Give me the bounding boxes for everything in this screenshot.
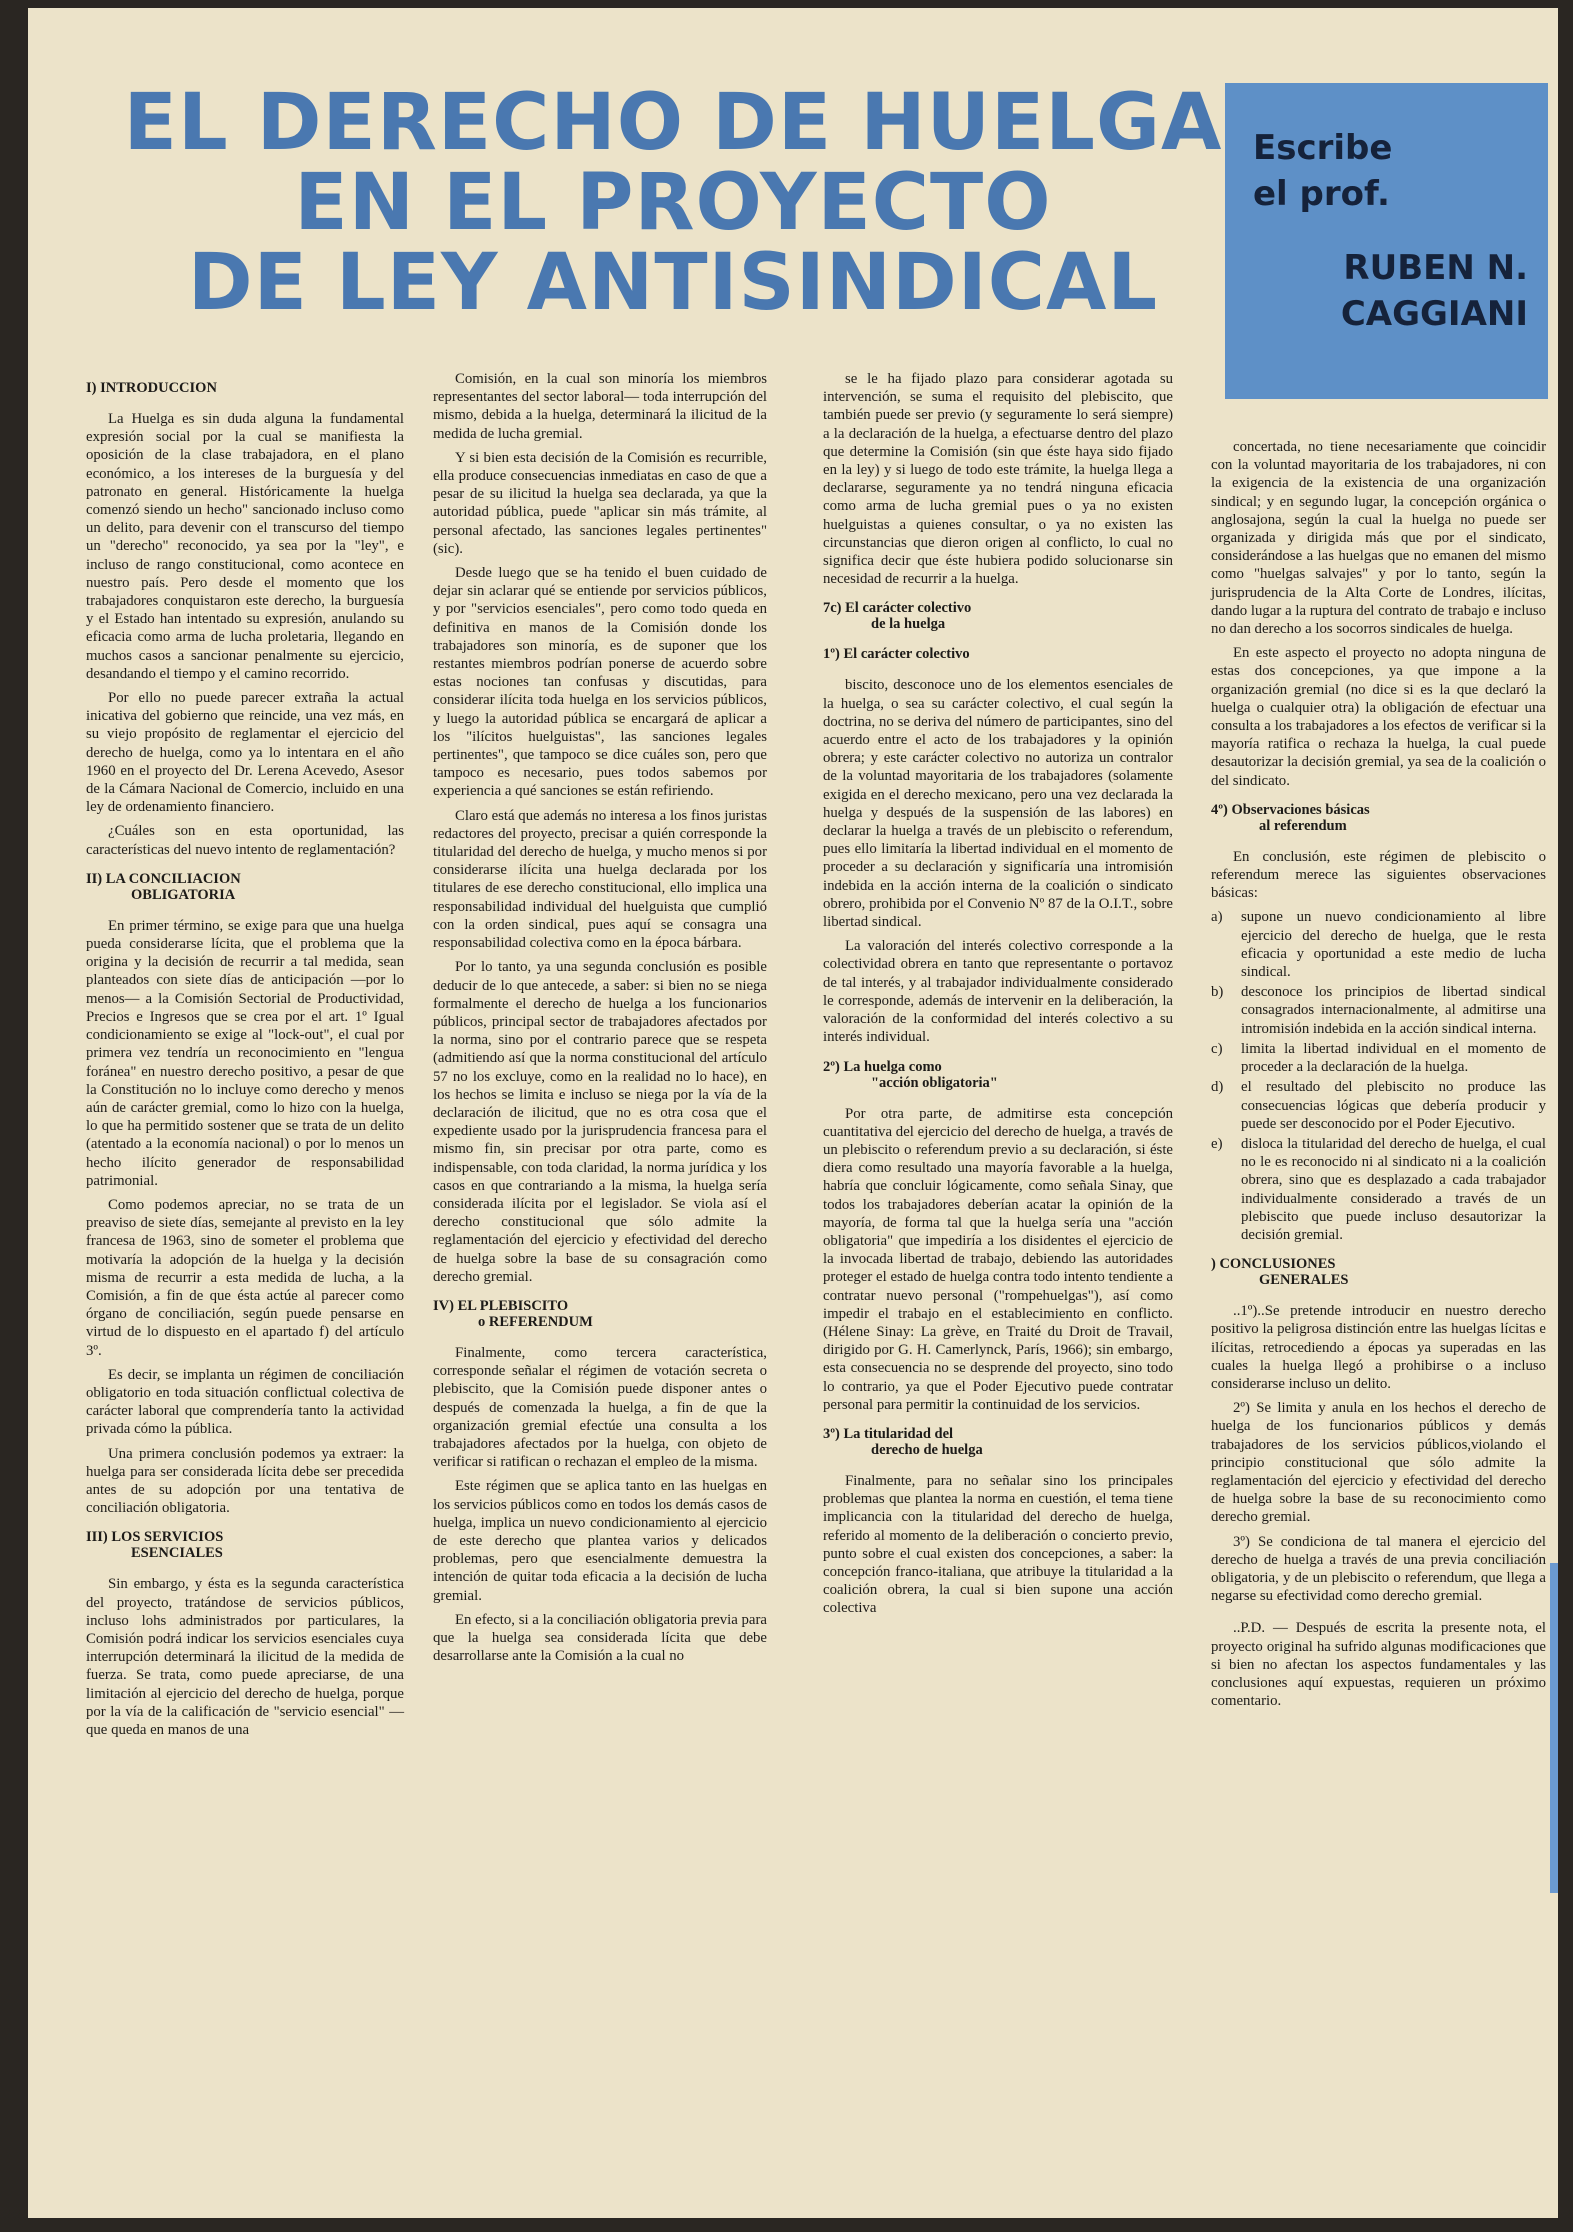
paragraph: ..1º)..Se pretende introducir en nuestro derecho positivo la peligrosa distinción entre las huelgas lícitas e ilícitas, retrocediendo a épocas ya superadas en las cuales la huelga llegó a prohibirse o a incluso considerarse incluso un delito.	[1211, 1303, 1546, 1392]
list-text: disloca la titularidad del derecho de huelga, el cual no le es reconocido ni al sindicato ni a la coalición obrera, sino que es desplazado a cada trabajador individualmente considerado a través de un plebiscito que puede incluso desautorizar la decisión gremial.	[1241, 1135, 1546, 1243]
paragraph: La Huelga es sin duda alguna la fundamental expresión social por la cual se manifiesta la oposición de la clase trabajadora, en el plano económico, a los intereses de la burguesía y del patronato en general. Históricamente la huelga comenzó siendo un hecho" sancionado incluso como un delito, para devenir con el transcurso del tiempo un "derecho" reconocido, ya sea por la "ley", e incluso de rango constitucional, como acontece en nuestro país. Pero desde el momento que los trabajadores conquistaron este derecho, la burguesía y el Estado han intentado su expresión, anulando su eficacia como arma de lucha proletaria, llegando en muchos casos a sancionar penalmente su ejercicio, desandando el tiempo y el camino recorrido.	[86, 411, 404, 682]
heading-line: 3º) La titularidad del	[823, 1425, 954, 1442]
paragraph: Por ello no puede parecer extraña la actual inicativa del gobierno que reincide, una vez más, en su viejo propósito de reglamentar el ejercicio del derecho de huelga, como ya lo intentara en el año 1960 en el proyecto del Dr. Lerena Acevedo, Asesor de la Cámara Nacional de Comercio, incluido en una ley de ordenamiento financiero.	[86, 690, 404, 816]
author-name-2: CAGGIANI	[1340, 294, 1528, 334]
headline-line-1: EL DERECHO DE HUELGA	[123, 78, 1223, 168]
heading-line: III) LOS SERVICIOS	[86, 1529, 224, 1546]
list-item	[1211, 1040, 1546, 1076]
column-4	[1211, 438, 1546, 1716]
section-heading-servicios	[86, 1529, 404, 1561]
paragraph: 2º) Se limita y anula en los hechos el derecho de huelga de los funcionarios públicos y demás trabajadores de los servicios públicos,violando el principio constitucional que sólo admite la reglamentación del ejercicio y efectividad del derecho de huelga sobre la base de su reconocimiento como derecho gremial.	[1211, 1400, 1546, 1526]
section-heading-plebiscito	[433, 1298, 767, 1330]
paragraph: Comisión, en la cual son minoría los miembros representantes del sector laboral— toda interrupción del mismo, debida a la huelga, determinará la ilicitud de la medida de lucha gremial.	[433, 371, 767, 442]
paragraph: Este régimen que se aplica tanto en las huelgas en los servicios públicos como en todos los demás casos de huelga, implica un nuevo condicionamiento al ejercicio de este derecho que plantea varios y delicados problemas, pero que esencialmente demuestra la intención de quitar toda eficacia a la decisión de lucha gremial.	[433, 1478, 767, 1604]
paragraph: En efecto, si a la conciliación obligatoria previa para que la huelga sea considerada lícita que debe desarrollarse ante la Comisión a la cual no	[433, 1611, 767, 1665]
paragraph: 3º) Se condiciona de tal manera el ejercicio del derecho de huelga a través de una previa conciliación obligatoria, y de un plebiscito o referendum, que llega a negarse su efectividad como derecho gremial.	[1211, 1533, 1546, 1605]
postscript: ..P.D. — Después de escrita la presente nota, el proyecto original ha sufrido algunas modificaciones que si bien no afectan los aspectos fundamentales y las conclusiones aquí expuestas, requieren un próximo comentario.	[1211, 1620, 1546, 1710]
list-text: supone un nuevo condicionamiento al libre ejercicio del derecho de huelga, que le resta eficacia y oportunidad a este medio de lucha sindical.	[1241, 909, 1546, 981]
list-letter: a)	[1211, 909, 1223, 926]
section-heading-introduccion: I) INTRODUCCION	[86, 380, 217, 396]
subheading-titularidad	[823, 1426, 1173, 1458]
section-heading-conclusiones	[1211, 1256, 1546, 1288]
paragraph: Finalmente, para no señalar sino los principales problemas que plantea la norma en cuestión, el tema tiene implicancia con la titularidad del derecho de huelga, referido al momento de la deliberación o concierto previo, punto sobre el cual existen dos concepciones, a saber: la concepción franco-italiana, que atribuye la titularidad a la coalición obrera, la cual si bien supone una acción colectiva	[823, 1472, 1173, 1617]
heading-line: de la huelga	[871, 616, 946, 633]
paragraph: Por otra parte, de admitirse esta concepción cuantitativa del ejercicio del derecho de huelga, a través de un plebiscito o referendum previo a su declaración, si éste diera como resultado una mayoría favorable a la huelga, habría que concluir lógicamente, como señala Sinay, que todos los trabajadores deberían acatar la opinión de la mayoría, de forma tal que la huelga sería una "acción obligatoria" que impediría a los disidentes el ejercicio de la invocada libertad de trabajo, debiendo las autoridades proteger el estado de huelga contra todo intento tendiente a contratar nuevo personal ("rompehuelgas"), así como impedir el trabajo en el establecimiento en conflicto. (Hélene Sinay: La grève, en Traité du Droit de Travail, dirigido por G. H. Camerlynck, París, 1966); sin embargo, esta consecuencia no se desprende del proyecto, sino todo lo contrario, ya que el Poder Ejecutivo puede contratar personal para permitir la continuidad de los servicios.	[823, 1105, 1173, 1413]
paragraph: Finalmente, como tercera característica, corresponde señalar el régimen de votación secreta o plebiscito, que la Comisión puede disponer antes o después de comenzada la huelga, a fin de que la organización gremial efectúe una consulta a los trabajadores afectados por la huelga, con objeto de verificar si ratifican o rechazan el empleo de la misma.	[433, 1344, 767, 1471]
paragraph: Y si bien esta decisión de la Comisión es recurrible, ella produce consecuencias inmediatas en caso de que a pesar de su ilicitud la huelga sea declarada, ya que la autoridad pública, puede "aplicar sin más trámite, al personal afectado, las sanciones legales pertinentes" (sic).	[433, 449, 767, 557]
heading-line: 2º) La huelga como	[823, 1058, 942, 1075]
heading-line: 4º) Observaciones básicas	[1211, 801, 1370, 818]
newspaper-page	[28, 8, 1558, 2218]
paragraph: En conclusión, este régimen de plebiscito o referendum merece las siguientes observaciones básicas:	[1211, 848, 1546, 902]
paragraph: Como podemos apreciar, no se trata de un preaviso de siete días, semejante al previsto en la ley francesa de 1963, sino de someter el problema que motivaría la adopción de la huelga y la decisión misma de recurrir a esta medida de lucha, a la Comisión, a fin de que ésta actúe al parecer como órgano de conciliación, según puede pensarse en virtud de lo dispuesto en el apartado f) del artículo 3º.	[86, 1196, 404, 1359]
heading-line: II) LA CONCILIACION	[86, 870, 241, 887]
paragraph: Sin embargo, y ésta es la segunda característica del proyecto, tratándose de servicios públicos, incluso lohs administrados por particulares, la Comisión podrá indicar los servicios esenciales cuya interrupción determinará la ilicitud de la medida de fuerza. Se trata, como puede apreciarse, de una limitación al ejercicio del derecho de huelga, porque por la vía de la calificación de "servicio esencial" —que queda en manos de una	[86, 1576, 404, 1738]
headline	[103, 78, 1243, 328]
paragraph: concertada, no tiene necesariamente que coincidir con la voluntad mayoritaria de los trabajadores, ni con la exigencia de la existencia de una organización sindical; y en segundo lugar, la concepción orgánica o anglosajona, según la cual la huelga no puede ser organizada y dirigida más que por el sindicato, considerándose a las huelgas que no emanen del mismo como "huelgas salvajes" y por lo tanto, según la jurisprudencia de la Alta Corte de Londres, ilícitas, dando lugar a la ruptura del contrato de trabajo e incluso no dan derecho a los socorros sindicales de huelga.	[1211, 439, 1546, 638]
byline-label	[1253, 125, 1392, 217]
paragraph: La valoración del interés colectivo corresponde a la colectividad obrera en tanto que representante o portavoz de tal interés, y al trabajador individualmente considerado le corresponde, además de intervenir en la deliberación, la valoración de la conformidad del interés colectivo a su interés individual.	[823, 938, 1173, 1046]
heading-line: al referendum	[1259, 817, 1347, 834]
paragraph: Claro está que además no interesa a los finos juristas redactores del proyecto, precisar a quién corresponde la titularidad del derecho de huelga, y mucho menos si por considerarse ilícita una huelga declarada por los titulares de ese derecho constitucional, ello implica una responsabilidad individual del huelguista que cumplió con la orden sindical, pues aquí se consagra una responsabilidad colectiva como en la época bárbara.	[433, 807, 767, 952]
heading-line: GENERALES	[1259, 1272, 1349, 1289]
paragraph: Desde luego que se ha tenido el buen cuidado de dejar sin aclarar qué se entiende por servicios públicos, y por "servicios esenciales", pero como todo queda en definitiva en manos de la Comisión donde los trabajadores son minoría, es de suponer que los restantes miembros podrían ponerse de acuerdo sobre estas nociones tan confusas y discutidas, para considerar ilícita toda huelga en los servicios públicos, y luego la autoridad pública se encargará de aplicar a los "ilícitos huelguistas", las sanciones legales pertinentes", que tampoco se dice cuáles son, pero que tampoco es necesario, pues todos sabemos por experiencia a qué sanciones se están refiriendo.	[433, 565, 767, 800]
paragraph: En primer término, se exige para que una huelga pueda considerarse lícita, que el problema que la origina y la decisión de recurrir a tal medida, sean planteados con siete días de anticipación —por lo menos— a la Comisión Sectorial de Productividad, Precios e Ingresos que se crea por el art. 1º Igual condicionamiento se exige al "lock-out", el cual por primera vez tendría un reconocimiento en "lengua foránea" en nuestro derecho positivo, a pesar de que la Constitución no lo incluye como derecho y menos aún de carácter gremial, como lo hizo con la huelga, lo que ha permitido sostener que se trata de un delito (atentado a la economía nacional) o por lo menos un hecho ilícito generador de responsabilidad patrimonial.	[86, 917, 404, 1189]
byline-box	[1225, 83, 1548, 399]
list-text: el resultado del plebiscito no produce las consecuencias lógicas que debería producir y puede ser desconocido por el Poder Ejecutivo.	[1241, 1079, 1546, 1132]
paragraph: En este aspecto el proyecto no adopta ninguna de estas dos concepciones, ya que impone a la organización gremial (no dice si es la que declaró la huelga o cualquier otra) la obligación de efectuar una consulta a los trabajadores a los efectos de verificar si la mayoría ratifica o rechaza la huelga, la cual puede desautorizar la decisión gremial, ya sea de la coalición o del sindicato.	[1211, 645, 1546, 789]
byline-label-2: el prof.	[1253, 174, 1390, 214]
edge-stain	[1550, 1563, 1558, 1893]
headline-line-2: EN EL PROYECTO	[294, 158, 1052, 248]
heading-line: o REFERENDUM	[478, 1313, 593, 1330]
heading-line: derecho de huelga	[871, 1441, 983, 1458]
section-heading-caracter-colectivo	[823, 600, 1173, 632]
paragraph: Una primera conclusión podemos ya extraer: la huelga para ser considerada lícita debe ser precedida antes de su adopción por una tentativa de conciliación obligatoria.	[86, 1445, 404, 1517]
list-letter: e)	[1211, 1135, 1223, 1152]
list-text: limita la libertad individual en el momento de proceder a la declaración de la huelga.	[1241, 1040, 1546, 1076]
column-1	[86, 368, 404, 1745]
paragraph: Por lo tanto, ya una segunda conclusión es posible deducir de lo que antecede, a saber: si bien no se niega formalmente el derecho de huelga a los funcionarios públicos, principal sector de trabajadores afectados por la norma, sino por el contrario parece que se respeta (admitiendo así que la norma constitucional del artículo 57 no los excluye, como en la realidad no lo hace), en los hechos se limita e incluso se niega por la vía de la declaración de ilicitud, que no es otra cosa que el expediente usado por la jurisprudencia francesa para el mismo fin, sin precisar por otra parte, como es indispensable, con toda claridad, la norma jurídica y los casos en que contrariando a la misma, la huelga sería considerada ilícita por el legislador. Se viola así el derecho constitucional que sólo admite la reglamentación del ejercicio y efectividad del derecho de huelga sobre la base de su consagración como derecho gremial.	[433, 959, 767, 1285]
section-heading-conciliacion	[86, 871, 404, 903]
observations-list	[1211, 908, 1546, 1244]
paragraph: Es decir, se implanta un régimen de conciliación obligatorio en toda situación conflictual colectiva de carácter laboral que comprendería tanto la actividad privada cómo la pública.	[86, 1366, 404, 1438]
column-3	[823, 370, 1173, 1624]
list-letter: d)	[1211, 1079, 1224, 1096]
subheading-accion-obligatoria	[823, 1059, 1173, 1091]
heading-line: OBLIGATORIA	[131, 886, 236, 903]
author-name	[1341, 245, 1528, 337]
heading-line: ) CONCLUSIONES	[1211, 1256, 1336, 1273]
list-letter: b)	[1211, 984, 1224, 1001]
heading-line: ESENCIALES	[131, 1545, 223, 1562]
heading-line: IV) EL PLEBISCITO	[433, 1297, 569, 1314]
list-letter: c)	[1211, 1040, 1223, 1057]
list-text: desconoce los principios de libertad sindical consagrados internacionalmente, al admitirse una intromisión indebida en la acción sindical interna.	[1241, 984, 1546, 1037]
list-item	[1211, 983, 1546, 1038]
column-2	[433, 370, 767, 1671]
subheading-observaciones	[1211, 802, 1546, 834]
heading-line: "acción obligatoria"	[871, 1074, 998, 1091]
list-item	[1211, 908, 1546, 981]
byline-label-1: Escribe	[1253, 128, 1393, 168]
paragraph: ¿Cuáles son en esta oportunidad, las características del nuevo intento de reglamentación?	[86, 823, 404, 858]
list-item	[1211, 1078, 1546, 1133]
subheading-caracter-colectivo: 1º) El carácter colectivo	[823, 646, 970, 663]
paragraph: se le ha fijado plazo para considerar agotada su intervención, se suma el requisito del plebiscito, que también puede ser previo (y seguramente lo será siempre) a la declaración de la huelga, a efectuarse dentro del plazo que determine la Comisión (sin que éste haya sido fijado en la ley) y si luego de todo este trámite, la huelga llega a declararse, seguramente ya no tendrá ninguna eficacia como arma de lucha gremial pues o ya no existen huelguistas a quienes consultar, o ya no existen las circunstancias que dieron origen al conflicto, lo cual no significa decir que éste hubiera podido solucionarse sin necesidad de recurrir a la huelga.	[823, 371, 1173, 588]
headline-line-3: DE LEY ANTISINDICAL	[187, 238, 1159, 328]
list-item	[1211, 1135, 1546, 1244]
heading-line: 7c) El carácter colectivo	[823, 600, 972, 617]
paragraph: biscito, desconoce uno de los elementos esenciales de la huelga, o sea su carácter colectivo, el cual según la doctrina, no se deriva del número de participantes, sino del acuerdo entre el acto de los trabajadores y la opinión obrera; y este carácter colectivo no autoriza un contralor de la voluntad mayoritaria de los trabajadores (solamente exigida en el derecho mexicano, pero una vez declarada la huelga y después de la suspensión de las labores) en declarar la huelga a través de un plebiscito o referendum, pues ello limitaría la libertad individual en el momento de proceder a su declaración y significaría una intromisión indebida en la acción interna de la coalición o sindicato obrero, prohibida por el Convenio Nº 87 de la O.I.T., sobre libertad sindical.	[823, 677, 1173, 931]
author-name-1: RUBEN N.	[1343, 248, 1528, 288]
